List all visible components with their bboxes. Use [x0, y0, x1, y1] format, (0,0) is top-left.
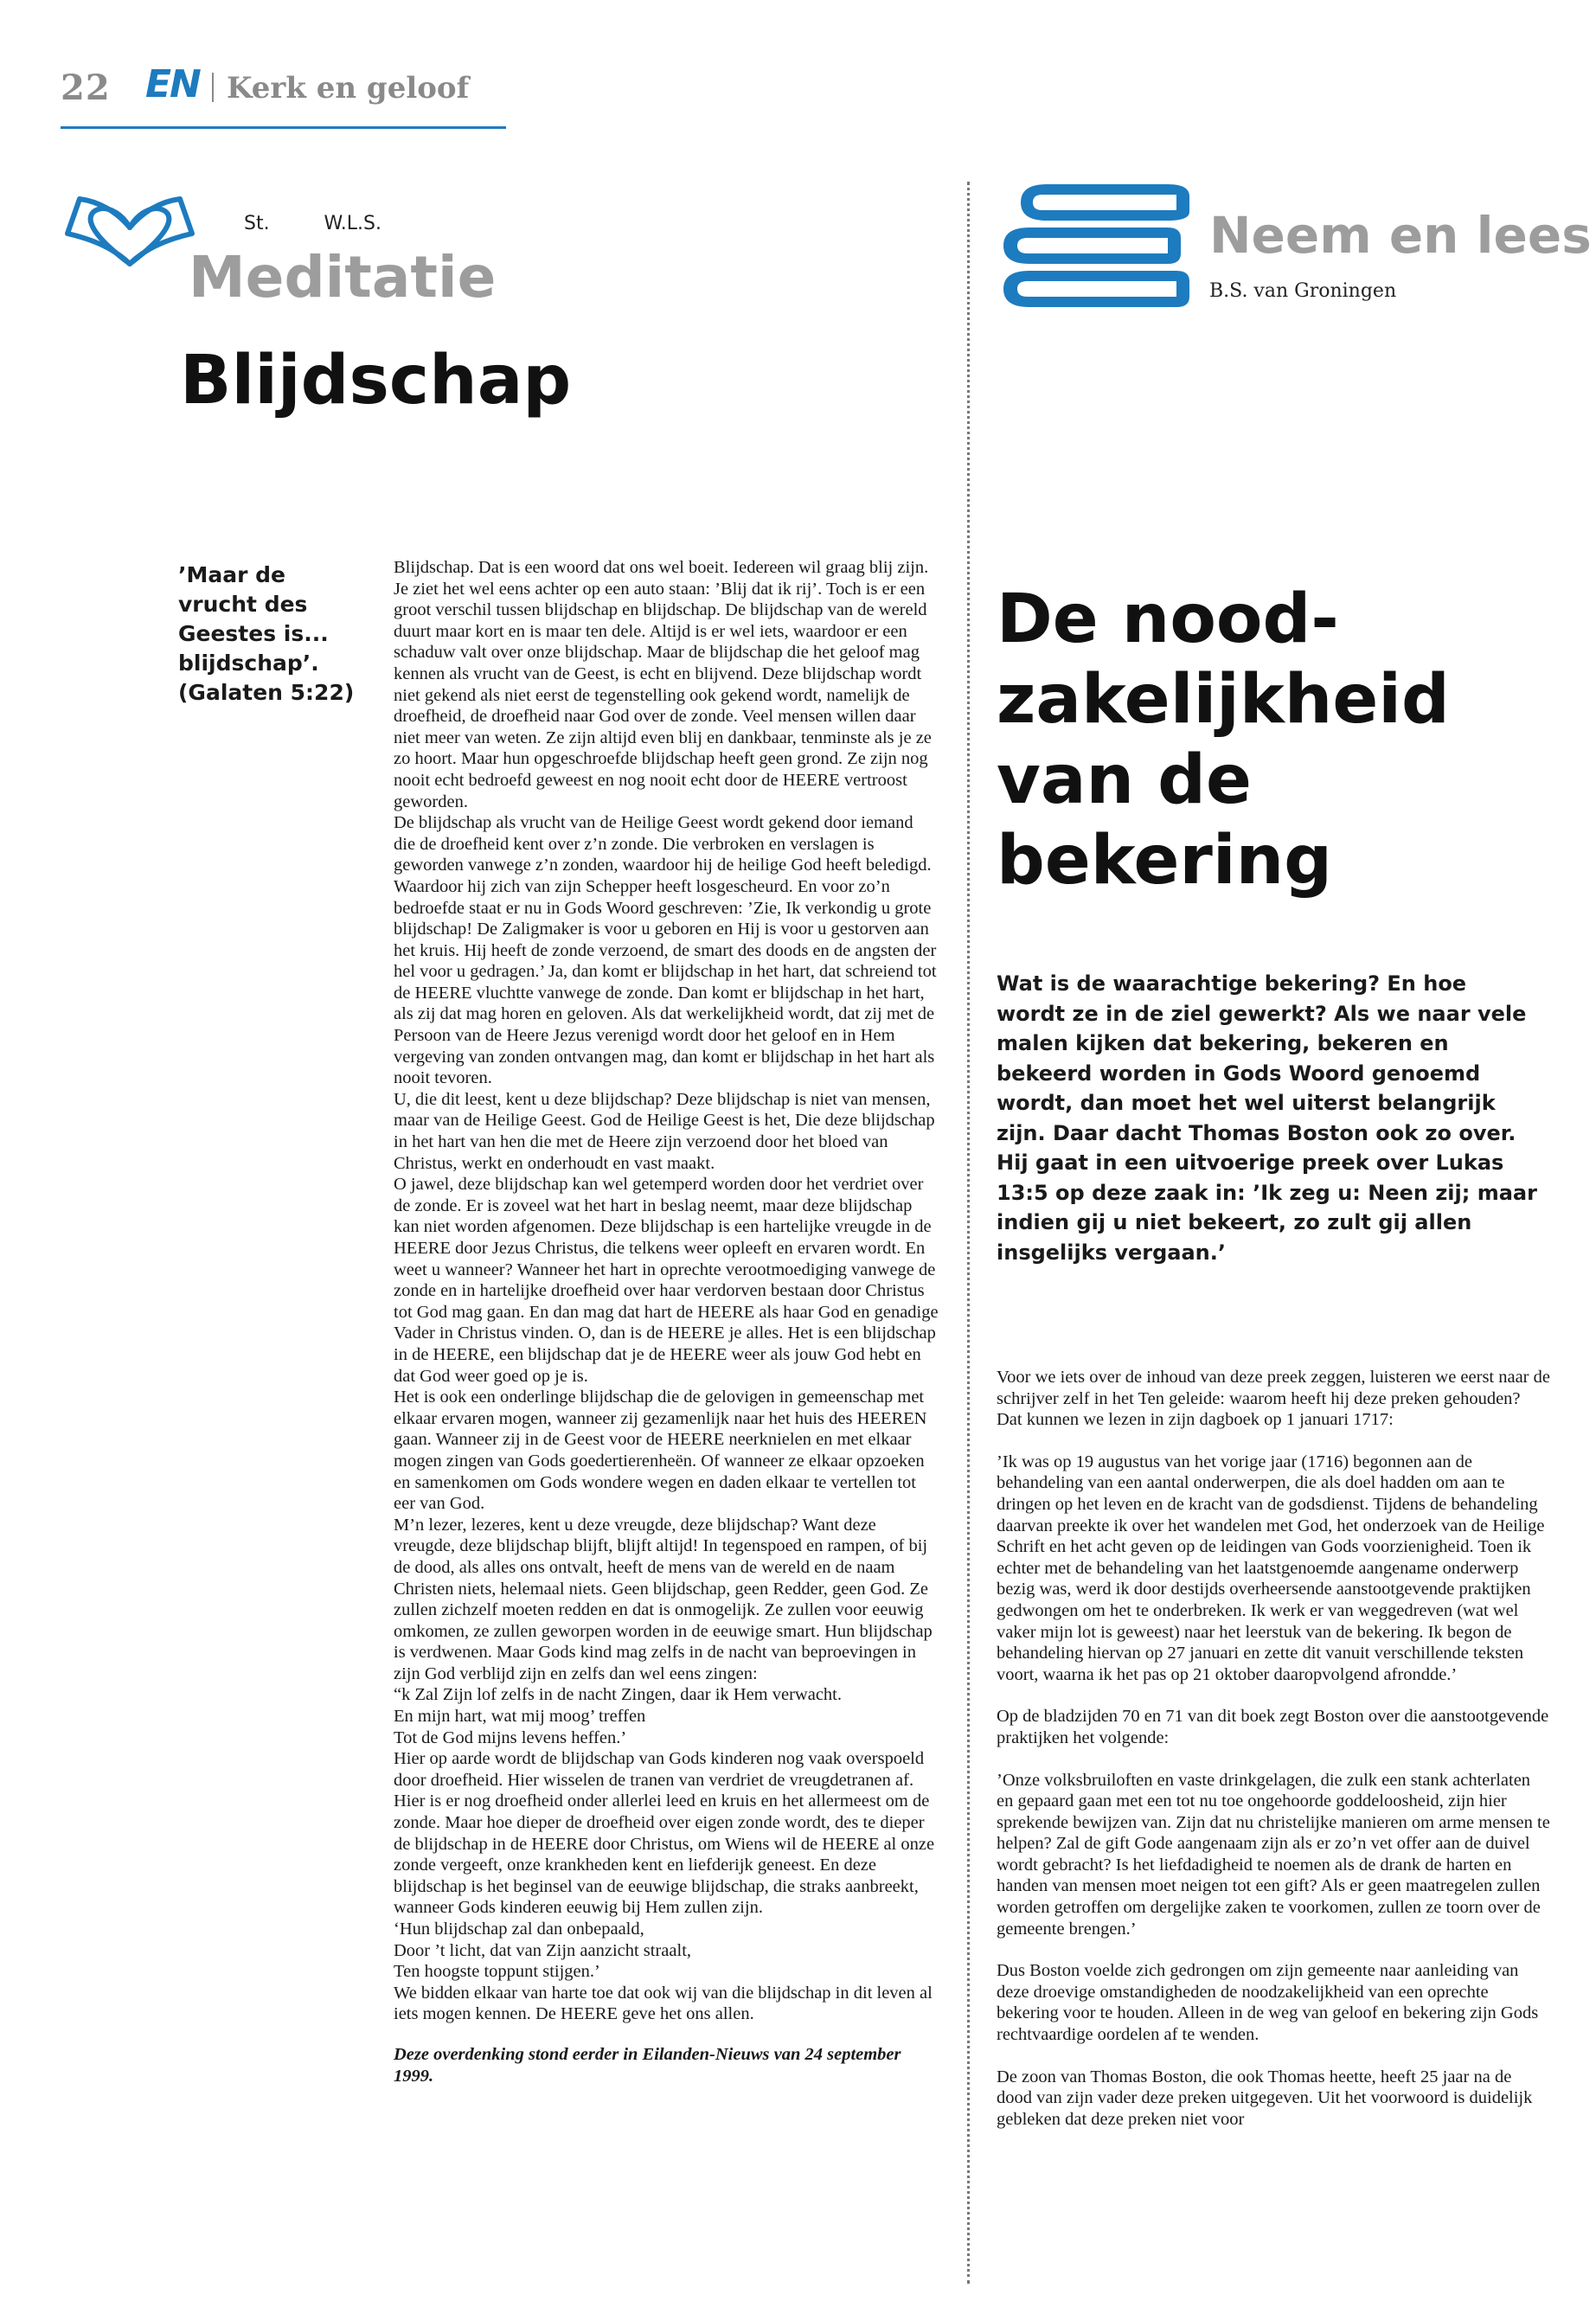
- article-title-left: Blijdschap: [180, 342, 572, 420]
- paragraph: M’n lezer, lezeres, kent u deze vreugde, deze blijdschap? Want deze vreugde, deze blijdschap blijft, blijft altijd! In tegenspoed en rampen, of bij de dood, als alles ons ontvalt, heeft de mens van de wereld en de naam Christen niets, helemaal niets. Geen blijdschap, geen Redder, geen God. Ze zullen zichzelf moeten redden en dat is onmogelijk. Ze zullen voor eeuwig omkomen, ze zullen geworpen worden in de eeuwige smart. Hun blijdschap is verdwenen. Maar Gods kind mag zelfs in de nacht van beproevingen in zijn God verblijd zijn en zelfs dan wel eens zingen:: [394, 1515, 933, 1683]
- verse-line: Door ’t licht, dat van Zijn aanzicht straalt,: [394, 1940, 692, 1960]
- page-number: 22: [61, 67, 111, 108]
- paragraph: De blijdschap als vrucht van de Heilige Geest wordt gekend door iemand die de droefheid kent over z’n zonde. Die verbroken en verslagen is geworden vanwege z’n zonden, waardoor hij de heilige God heeft beledigd. Waardoor hij zich van zijn Schepper heeft losgescheurd. En voor zo’n bedroefde staat er nu in Gods Woord geschreven: ’Zie, Ik verkondig u grote blijdschap! De Zaligmaker is voor u geboren en Hij is voor u gestorven aan het kruis. Hij heeft de zonde verzoend, de smart des doods en de angsten der hel voor u gedragen.’ Ja, dan komt er blijdschap in het hart, dat schreiend tot de HEERE vluchtte vanwege de zonde. Dan komt er blijdschap in het hart, als zij dat mag horen en geloven. Als dat werkelijkheid wordt, dat zij met de Persoon van de Heere Jezus verenigd wordt door het geloof en in Hem vergeving van zonden ontvangen mag, dan komt er blijdschap in het hart als nooit tevoren.: [394, 813, 937, 1088]
- paragraph: Op de bladzijden 70 en 71 van dit boek zegt Boston over die aanstootgevende praktijken het volgende:: [997, 1707, 1549, 1747]
- paragraph: We bidden elkaar van harte toe dat ook wij van die blijdschap in dit leven al iets mogen kennen. De HEERE geve het ons allen.: [394, 1983, 933, 2024]
- verse-line: “k Zal Zijn lof zelfs in de nacht Zingen, daar ik Hem verwacht.: [394, 1685, 842, 1705]
- header-separator: [212, 73, 214, 102]
- review-body: [997, 1367, 1550, 2150]
- author-right: B.S. van Groningen: [1209, 280, 1397, 302]
- stacked-books-icon: [995, 177, 1202, 316]
- column-divider: [967, 182, 970, 2284]
- article-intro: Wat is de waarachtige bekering? En hoe wordt ze in de ziel gewerkt? Als we naar vele malen kijken dat bekering, bekeren en bekeerd worden in Gods Woord genoemd wordt, dan moet het wel uiterst belangrijk zijn. Daar dacht Thomas Boston ook zo over. Hij gaat in een uitvoerige preek over Lukas 13:5 op deze zaak in: ’Ik zeg u: Neen zij; maar indien gij u niet bekeert, zo zult gij allen insgelijks vergaan.’: [997, 971, 1537, 1265]
- section-title: Kerk en geloof: [227, 71, 470, 106]
- paragraph: Hier op aarde wordt de blijdschap van Gods kinderen nog vaak overspoeld door droefheid. Hier wisselen de tranen van verdriet de vreugdetranen af. Hier is er nog droefheid onder allerlei leed en kruis en het allermeest om de zonde. Maar hoe dieper de droefheid over eigen zonde wordt, des te dieper de blijdschap in de HEERE door Christus, om Wiens wil de HEERE al onze zonde vergeeft, onze krankheden kent en liefderijk geneest. En deze blijdschap is het beginsel van de eeuwige blijdschap, die straks aanbreekt, wanneer Gods kinderen eeuwig bij Hem zullen zijn.: [394, 1749, 935, 1918]
- paragraph: Blijdschap. Dat is een woord dat ons wel boeit. Iedereen wil graag blij zijn. Je ziet het wel eens achter op een auto staan: ’Blij dat ik rij’. Toch is er een groot verschil tussen blijdschap en blijdschap. De blijdschap van de wereld duurt maar kort en is maar ten dele. Altijd is er wel iets, waardoor er een schaduw valt over onze blijdschap. Maar de blijdschap die het geloof mag kennen als vrucht van de Geest, is echt en blijvend. Deze blijdschap wordt niet gekend als niet eerst de tegenstelling ook gekend wordt, namelijk de droefheid, de droefheid naar God over de zonde. Veel mensen willen daar niet meer van weten. Ze zijn altijd even blij en dankbaar, tenminste als je ze zo hoort. Maar hun opgeschroefde blijdschap heeft geen grond. Ze zijn nog nooit echt bedroefd geweest en nog nooit echt door de HEERE vertroost geworden.: [394, 558, 932, 811]
- paragraph: O jawel, deze blijdschap kan wel getemperd worden door het verdriet over de zonde. Er is zoveel wat het hart in beslag neemt, maar deze blijdschap kan niet worden afgenomen. Deze blijdschap is een hartelijke vreugde in de HEERE door Jezus Christus, die telkens weer opleeft en ervaren wordt. En weet u wanneer? Wanneer het hart in oprechte verootmoediging vanwege de zonde en in hartelijke droefheid over haar verdorven bestaan door Christus tot God mag gaan. En dan mag dat hart de HEERE als haar God en genadige Vader in Christus vinden. O, dan is de HEERE je alles. Het is een blijdschap in de HEERE, een blijdschap dat je de HEERE weer als jouw God hebt en dat God weer goed op je is.: [394, 1175, 939, 1386]
- scripture-quote: ’Maar de vrucht des Geestes is... blijdschap’. (Galaten 5:22): [178, 562, 355, 705]
- paragraph: U, die dit leest, kent u deze blijdschap? Deze blijdschap is niet van mensen, maar van de Heilige Geest. God de Heilige Geest is het, Die deze blijdschap in het hart van hen die met de Heere zijn verzoend door het bloed van Christus, werkt en onderhoudt en vast maakt.: [394, 1089, 935, 1173]
- verse-line: Tot de God mijns levens heffen.’: [394, 1727, 627, 1747]
- publication-logo: EN: [145, 62, 200, 106]
- meditatie-label: Meditatie: [189, 244, 497, 311]
- open-book-heart-icon: [61, 177, 199, 272]
- paragraph: Het is ook een onderlinge blijdschap die de gelovigen in gemeenschap met elkaar ervaren mogen, wanneer zij gezamenlijk naar het huis des HEEREN gaan. Wanneer zij in de Geest voor de HEERE neerknielen en met elkaar mogen zingen van Gods goedertierenheën. Of wanneer ze elkaar opzoeken en samenkomen om Gods wondere wegen en daden elkaar te vertellen tot eer van God.: [394, 1388, 927, 1514]
- verse-line: ‘Hun blijdschap zal dan onbepaald,: [394, 1920, 644, 1939]
- paragraph: Voor we iets over de inhoud van deze preek zeggen, luisteren we eerst naar de schrijver zelf in het Ten geleide: waarom heeft hij deze preken gehouden? Dat kunnen we lezen in zijn dagboek op 1 januari 1717:: [997, 1368, 1550, 1430]
- verse-line: Ten hoogste toppunt stijgen.’: [394, 1962, 600, 1982]
- neem-en-lees-label: Neem en lees: [1209, 206, 1592, 265]
- author-left: St. W.L.S.: [244, 213, 381, 234]
- paragraph: Dus Boston voelde zich gedrongen om zijn gemeente naar aanleiding van deze droevige omstandigheden de noodzakelijkheid van een oprechte bekering voor te houden. Alleen in de weg van geloof en bekering zijn Gods rechtvaardige oordelen af te wenden.: [997, 1961, 1539, 2045]
- meditation-body: [394, 557, 939, 2086]
- article-title-right: De nood-zakelijkheid van de bekering: [997, 580, 1450, 900]
- paragraph: ’Onze volksbruiloften en vaste drinkgelagen, die zulk een stank achterlaten en gepaard gaan met een tot nu toe ongehoorde goddeloosheid, zijn hier sprekende bewijzen van. Zijn dat nu christelijke manieren om arme mensen te helpen? Zal de gift Gode aangenaam zijn als er zo’n vet offer aan de duivel wordt gebracht? Is het liefdadigheid te noemen als de drank de harten en handen van mensen moet neigen tot een gift? Als er geen maatregelen zullen worden getroffen om dergelijke zaken te voorkomen, zullen ze toorn over de gemeente brengen.’: [997, 1770, 1550, 1939]
- source-note: Deze overdenking stond eerder in Eilanden-Nieuws van 24 september 1999.: [394, 2044, 901, 2086]
- verse-line: En mijn hart, wat mij moog’ treffen: [394, 1707, 646, 1727]
- paragraph: ’Ik was op 19 augustus van het vorige jaar (1716) begonnen aan de behandeling van een aantal onderwerpen, die als doel hadden om aan te dringen op het leven en de kracht van de godsdienst. Tijdens de behandeling daarvan preekte ik over het wandelen met God, het onderzoek van de Heilige Schrift en het acht geven op de leidingen van Gods voorzienigheid. Toen ik echter met de behandeling van het laatstgenoemde aangename onderwerp bezig was, werd ik door destijds overheersende aanstootgevende praktijken gedwongen om het te onderbreken. Ik werk er van weggedreven (wat wel vaker mijn lot is geweest) naar het leerstuk van de bekering. Ik begon de behandeling hiervan op 27 januari en zette dit vanuit verschillende teksten voort, waarna ik het pas op 21 oktober daaropvolgend afrondde.’: [997, 1452, 1545, 1684]
- header-rule: [61, 126, 506, 129]
- paragraph: De zoon van Thomas Boston, die ook Thomas heette, heeft 25 jaar na de dood van zijn vader deze preken uitgegeven. Uit het voorwoord is duidelijk gebleken dat deze preken niet voor: [997, 2067, 1533, 2129]
